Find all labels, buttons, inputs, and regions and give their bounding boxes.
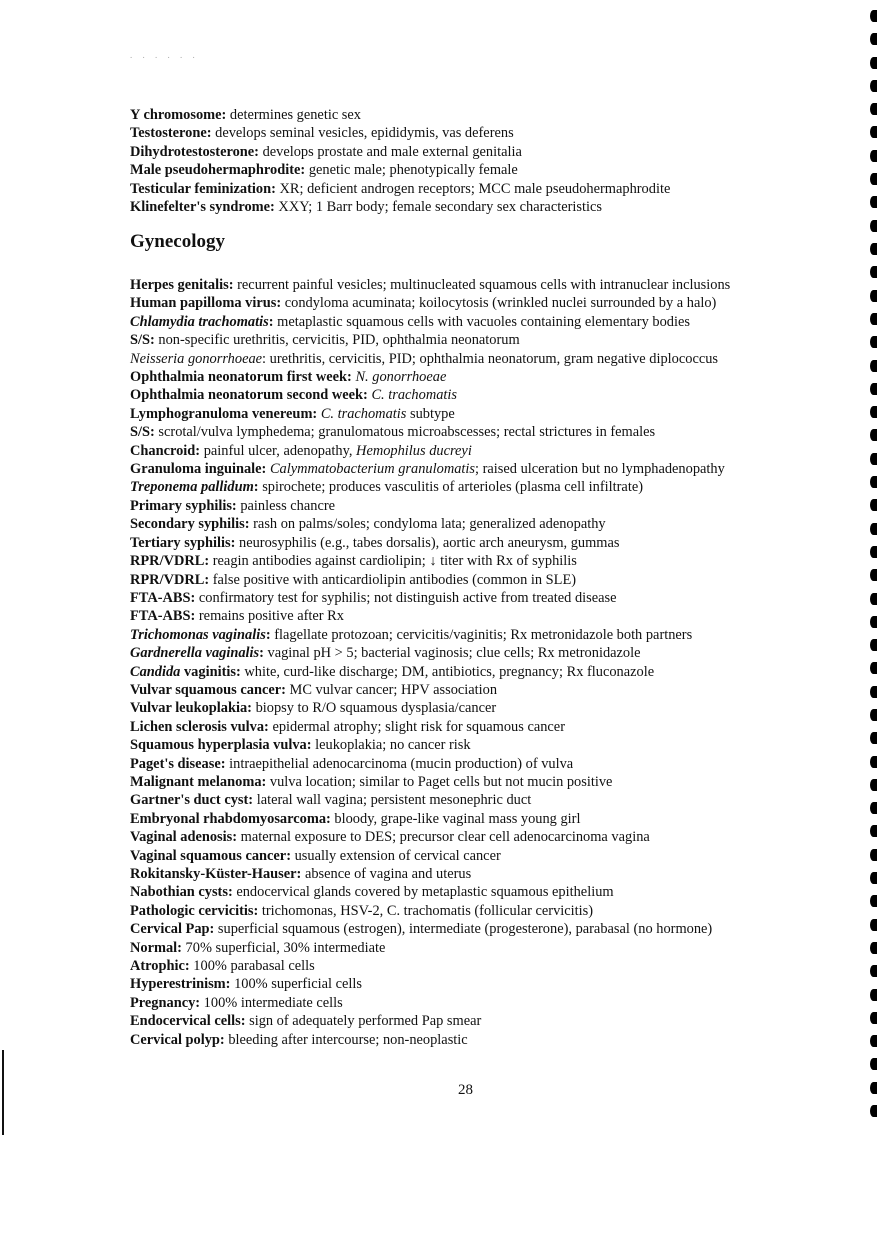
term: Lymphogranuloma venereum: xyxy=(130,405,318,422)
definition-line xyxy=(130,124,820,142)
binding-hole xyxy=(870,10,877,22)
binding-hole xyxy=(870,196,877,208)
binding-holes xyxy=(868,0,880,1130)
binding-hole xyxy=(870,802,877,814)
binding-hole xyxy=(870,243,877,255)
binding-hole xyxy=(870,290,877,302)
term xyxy=(130,645,264,661)
definition-line xyxy=(130,828,820,846)
term: Squamous hyperplasia vulva: xyxy=(130,737,312,754)
definition: 100% intermediate cells xyxy=(200,994,343,1011)
term: Secondary syphilis: xyxy=(130,516,250,533)
term: Granuloma inguinale: xyxy=(130,461,267,478)
term: Dihydrotestosterone: xyxy=(130,143,259,160)
definition-italic: Calymmatobacterium granulomatis xyxy=(266,461,476,478)
term: Cervical polyp: xyxy=(130,1031,225,1048)
binding-hole xyxy=(870,919,877,931)
definition-line xyxy=(130,975,820,993)
definition-line xyxy=(130,276,820,294)
definition-line xyxy=(130,718,820,736)
binding-hole xyxy=(870,57,877,69)
intro-definitions xyxy=(130,106,820,216)
page-number: 28 xyxy=(458,1082,473,1098)
binding-hole xyxy=(870,546,877,558)
term-tail: : xyxy=(253,479,259,496)
gynecology-definitions xyxy=(130,276,820,1049)
definition: painful ulcer, adenopathy, xyxy=(200,442,353,459)
definition-line xyxy=(130,920,820,938)
definition-line xyxy=(130,626,820,644)
definition-line xyxy=(130,497,820,515)
definition-line xyxy=(130,791,820,809)
definition: sign of adequately performed Pap smear xyxy=(245,1013,482,1030)
scan-marks: . . . . . . xyxy=(130,50,199,60)
definition: epidermal atrophy; slight risk for squamous cancer xyxy=(268,718,565,735)
definition: recurrent painful vesicles; multinucleated squamous cells with intranuclear inclusions xyxy=(233,277,731,293)
term-tail: : xyxy=(268,313,274,330)
term-italic: Gardnerella vaginalis xyxy=(130,645,260,662)
definition-line xyxy=(130,180,820,198)
definition: endocervical glands covered by metaplastic squamous epithelium xyxy=(232,884,614,901)
definition-line xyxy=(130,589,820,607)
definition: ; raised ulceration but no lymphadenopathy xyxy=(475,461,725,478)
term: Embryonal rhabdomyosarcoma: xyxy=(130,810,331,827)
binding-hole xyxy=(870,639,877,651)
term-tail: vaginitis: xyxy=(180,663,241,680)
definition: MC vulvar cancer; HPV association xyxy=(285,681,498,698)
term: Klinefelter's syndrome: xyxy=(130,199,275,216)
term: Endocervical cells: xyxy=(130,1013,246,1030)
definition-line xyxy=(130,423,820,441)
term: FTA-ABS: xyxy=(130,608,196,625)
binding-hole xyxy=(870,989,877,1001)
definition: remains positive after Rx xyxy=(195,608,344,625)
term: Male pseudohermaphrodite: xyxy=(130,162,306,179)
binding-hole xyxy=(870,732,877,744)
definition: reagin antibodies against cardiolipin; ↓ titer with Rx of syphilis xyxy=(209,553,577,570)
term-tail: : xyxy=(265,626,271,643)
term: FTA-ABS: xyxy=(130,589,196,606)
definition-line xyxy=(130,957,820,975)
definition: subtype xyxy=(406,405,455,422)
definition: flagellate protozoan; cervicitis/vaginitis; Rx metronidazole both partners xyxy=(270,626,693,643)
binding-hole xyxy=(870,499,877,511)
definition-line xyxy=(130,515,820,533)
definition-line xyxy=(130,810,820,828)
term-italic: Trichomonas vaginalis xyxy=(130,626,266,643)
binding-hole xyxy=(870,965,877,977)
definition: determines genetic sex xyxy=(226,107,361,123)
binding-hole xyxy=(870,523,877,535)
term: Y chromosome: xyxy=(130,107,227,123)
page-edge-line xyxy=(2,1050,4,1135)
binding-hole xyxy=(870,103,877,115)
definition: spirochete; produces vasculitis of arterioles (plasma cell infiltrate) xyxy=(258,479,644,496)
binding-hole xyxy=(870,429,877,441)
definition-italic: C. trachomatis xyxy=(317,405,407,422)
term-tail: : xyxy=(259,645,264,662)
binding-hole xyxy=(870,686,877,698)
definition: XR; deficient androgen receptors; MCC male pseudohermaphrodite xyxy=(275,180,671,197)
definition: rash on palms/soles; condyloma lata; generalized adenopathy xyxy=(249,516,606,533)
binding-hole xyxy=(870,895,877,907)
definition-line xyxy=(130,552,820,570)
definition: develops prostate and male external genitalia xyxy=(258,143,522,160)
term: Ophthalmia neonatorum first week: xyxy=(130,369,352,386)
term: Gartner's duct cyst: xyxy=(130,792,254,809)
definition-line xyxy=(130,644,820,662)
term: RPR/VDRL: xyxy=(130,571,210,588)
definition-line xyxy=(130,571,820,589)
definition: white, curd-like discharge; DM, antibiotics, pregnancy; Rx fluconazole xyxy=(240,663,655,680)
term: Lichen sclerosis vulva: xyxy=(130,718,269,735)
term: Vulvar leukoplakia: xyxy=(130,700,252,717)
binding-hole xyxy=(870,33,877,45)
term: Human papilloma virus: xyxy=(130,295,282,312)
definition: bloody, grape-like vaginal mass young girl xyxy=(330,810,581,827)
term xyxy=(130,664,241,680)
term: Pathologic cervicitis: xyxy=(130,902,259,919)
term: Normal: xyxy=(130,939,182,956)
binding-hole xyxy=(870,266,877,278)
definition-line xyxy=(130,1031,820,1049)
binding-hole xyxy=(870,1105,877,1117)
definition: confirmatory test for syphilis; not distinguish active from treated disease xyxy=(195,589,617,606)
definition-line xyxy=(130,736,820,754)
definition-line xyxy=(130,405,820,423)
binding-hole xyxy=(870,313,877,325)
definition: vulva location; similar to Paget cells but not mucin positive xyxy=(266,773,613,790)
section-heading: Gynecology xyxy=(130,231,225,252)
definition-line xyxy=(130,773,820,791)
definition-line xyxy=(130,699,820,717)
definition-line xyxy=(130,681,820,699)
binding-hole xyxy=(870,476,877,488)
definition-line xyxy=(130,313,820,331)
binding-hole xyxy=(870,80,877,92)
definition-line xyxy=(130,755,820,773)
binding-hole xyxy=(870,1058,877,1070)
definition: metaplastic squamous cells with vacuoles containing elementary bodies xyxy=(273,313,690,330)
term: Testicular feminization: xyxy=(130,180,276,197)
term: S/S: xyxy=(130,424,155,441)
term-tail: : xyxy=(262,350,267,367)
definition-line xyxy=(130,1012,820,1030)
term: Nabothian cysts: xyxy=(130,884,233,901)
definition-line xyxy=(130,106,820,124)
term: RPR/VDRL: xyxy=(130,553,210,570)
term-italic: Chlamydia trachomatis xyxy=(130,313,269,330)
definition: neurosyphilis (e.g., tabes dorsalis), aortic arch aneurysm, gummas xyxy=(235,534,620,551)
term-italic: Treponema pallidum xyxy=(130,479,254,496)
term: Vulvar squamous cancer: xyxy=(130,681,286,698)
definition: non-specific urethritis, cervicitis, PID, ophthalmia neonatorum xyxy=(154,332,520,349)
definition: bleeding after intercourse; non-neoplastic xyxy=(224,1031,468,1048)
term: Cervical Pap: xyxy=(130,921,215,938)
term: Vaginal adenosis: xyxy=(130,829,238,846)
term-italic: Candida xyxy=(130,663,181,680)
definition-line xyxy=(130,386,820,404)
definition-line xyxy=(130,460,820,478)
binding-hole xyxy=(870,616,877,628)
binding-hole xyxy=(870,569,877,581)
definition-line xyxy=(130,143,820,161)
binding-hole xyxy=(870,383,877,395)
binding-hole xyxy=(870,756,877,768)
term: Atrophic: xyxy=(130,958,190,975)
binding-hole xyxy=(870,779,877,791)
definition-italic: Hemophilus ducreyi xyxy=(352,442,472,459)
term: Chancroid: xyxy=(130,442,201,459)
definition-line xyxy=(130,442,820,460)
definition-line xyxy=(130,883,820,901)
term-italic: Neisseria gonorrhoeae xyxy=(130,350,263,367)
definition: genetic male; phenotypically female xyxy=(305,162,518,179)
definition-line xyxy=(130,847,820,865)
binding-hole xyxy=(870,849,877,861)
definition: absence of vagina and uterus xyxy=(301,866,472,882)
definition-line xyxy=(130,534,820,552)
binding-hole xyxy=(870,1082,877,1094)
definition: false positive with anticardiolipin antibodies (common in SLE) xyxy=(209,571,577,588)
term: Testosterone: xyxy=(130,125,212,142)
binding-hole xyxy=(870,709,877,721)
definition-line xyxy=(130,198,820,216)
definition: 100% parabasal cells xyxy=(189,958,315,975)
definition-line xyxy=(130,607,820,625)
definition: vaginal pH > 5; bacterial vaginosis; clue cells; Rx metronidazole xyxy=(263,645,641,662)
term: Malignant melanoma: xyxy=(130,773,267,790)
term: Hyperestrinism: xyxy=(130,976,231,993)
definition: scrotal/vulva lymphedema; granulomatous microabscesses; rectal strictures in females xyxy=(154,424,656,441)
term: Pregnancy: xyxy=(130,994,201,1011)
binding-hole xyxy=(870,1035,877,1047)
term: Vaginal squamous cancer: xyxy=(130,847,291,864)
definition-line xyxy=(130,663,820,681)
term xyxy=(130,351,266,367)
definition: 70% superficial, 30% intermediate xyxy=(181,939,386,956)
definition-line xyxy=(130,994,820,1012)
definition: usually extension of cervical cancer xyxy=(290,847,501,864)
definition-line xyxy=(130,350,820,368)
definition: develops seminal vesicles, epididymis, vas deferens xyxy=(211,125,514,142)
definition-line xyxy=(130,161,820,179)
binding-hole xyxy=(870,336,877,348)
term: S/S: xyxy=(130,332,155,349)
binding-hole xyxy=(870,825,877,837)
definition: biopsy to R/O squamous dysplasia/cancer xyxy=(251,700,497,717)
definition-line xyxy=(130,865,820,883)
term: Tertiary syphilis: xyxy=(130,534,236,551)
binding-hole xyxy=(870,173,877,185)
binding-hole xyxy=(870,942,877,954)
binding-hole xyxy=(870,406,877,418)
binding-hole xyxy=(870,453,877,465)
term: Rokitansky-Küster-Hauser: xyxy=(130,866,302,882)
definition: superficial squamous (estrogen), intermediate (progesterone), parabasal (no hormone) xyxy=(214,921,713,938)
definition-line xyxy=(130,294,820,312)
definition: condyloma acuminata; koilocytosis (wrinkled nuclei surrounded by a halo) xyxy=(281,295,717,312)
definition-line xyxy=(130,902,820,920)
binding-hole xyxy=(870,220,877,232)
definition-line xyxy=(130,939,820,957)
binding-hole xyxy=(870,593,877,605)
definition: intraepithelial adenocarcinoma (mucin production) of vulva xyxy=(225,755,574,772)
term: Paget's disease: xyxy=(130,755,226,772)
term xyxy=(130,627,271,643)
definition: 100% superficial cells xyxy=(230,976,362,993)
binding-hole xyxy=(870,150,877,162)
term: Ophthalmia neonatorum second week: xyxy=(130,387,368,404)
binding-hole xyxy=(870,360,877,372)
definition: XXY; 1 Barr body; female secondary sex characteristics xyxy=(274,199,602,216)
term: Herpes genitalis: xyxy=(130,277,234,293)
binding-hole xyxy=(870,872,877,884)
definition-line xyxy=(130,478,820,496)
definition: maternal exposure to DES; precursor clear cell adenocarcinoma vagina xyxy=(237,829,650,846)
term xyxy=(130,479,259,495)
binding-hole xyxy=(870,662,877,674)
term xyxy=(130,314,274,330)
definition: urethritis, cervicitis, PID; ophthalmia neonatorum, gram negative diplococcus xyxy=(266,350,719,367)
definition-italic: C. trachomatis xyxy=(367,387,458,404)
definition: lateral wall vagina; persistent mesonephric duct xyxy=(253,792,532,809)
binding-hole xyxy=(870,1012,877,1024)
definition-italic: N. gonorrhoeae xyxy=(351,369,447,386)
definition-line xyxy=(130,368,820,386)
binding-hole xyxy=(870,126,877,138)
definition: trichomonas, HSV-2, C. trachomatis (follicular cervicitis) xyxy=(258,902,594,919)
term: Primary syphilis: xyxy=(130,497,237,514)
definition: leukoplakia; no cancer risk xyxy=(311,737,471,754)
definition-line xyxy=(130,331,820,349)
definition: painless chancre xyxy=(236,497,336,514)
